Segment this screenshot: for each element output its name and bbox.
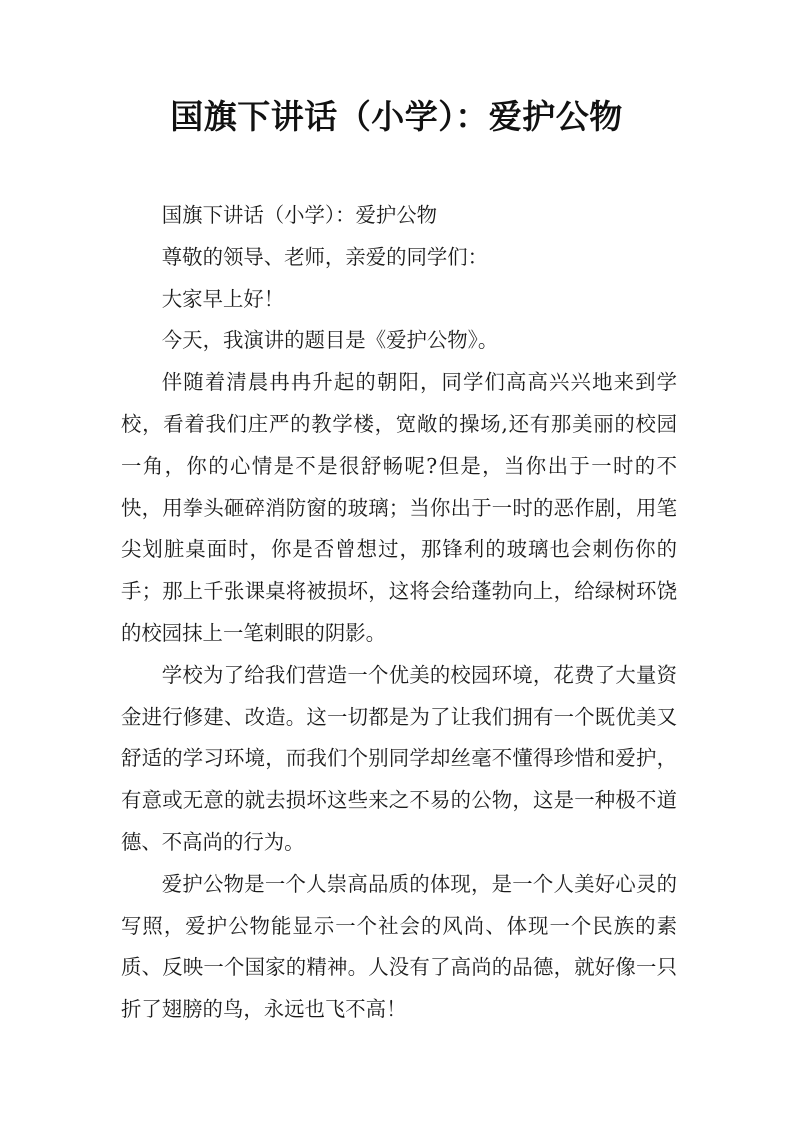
paragraph-body-3: 爱护公物是一个人崇高品质的体现，是一个人美好心灵的写照，爱护公物能显示一个社会的风尚、体现一个民族的素质、反映一个国家的精神。人没有了高尚的品德，就好像一只折了翅膀的鸟，永远也飞不高！ bbox=[121, 871, 677, 1022]
paragraph-body-2: 学校为了给我们营造一个优美的校园环境，花费了大量资金进行修建、改造。这一切都是为了让我们拥有一个既优美又舒适的学习环境，而我们个别同学却丝毫不懂得珍惜和爱护，有意或无意的就去损坏这些来之不易的公物，这是一种极不道德、不高尚的行为。 bbox=[121, 662, 677, 854]
document-title: 国旗下讲话（小学）：爱护公物 bbox=[170, 97, 623, 136]
paragraph-heading: 国旗下讲话（小学）：爱护公物 bbox=[161, 203, 438, 227]
document-body bbox=[121, 195, 677, 1031]
paragraph-body-1: 伴随着清晨冉冉升起的朝阳，同学们高高兴兴地来到学校，看着我们庄严的教学楼，宽敞的操场,还有那美丽的校园一角，你的心情是不是很舒畅呢?但是，当你出于一时的不快，用拳头砸碎消防窗的玻璃；当你出于一时的恶作剧，用笔尖划脏桌面时，你是否曾想过，那锋利的玻璃也会刺伤你的手；那上千张课桌将被损坏，这将会给蓬勃向上，给绿树环饶的校园抹上一笔刺眼的阴影。 bbox=[121, 370, 677, 645]
paragraph-greeting: 大家早上好！ bbox=[161, 286, 285, 311]
paragraph-topic: 今天，我演讲的题目是《爱护公物》。 bbox=[161, 328, 499, 353]
paragraph-salutation: 尊敬的领导、老师，亲爱的同学们： bbox=[161, 244, 489, 269]
